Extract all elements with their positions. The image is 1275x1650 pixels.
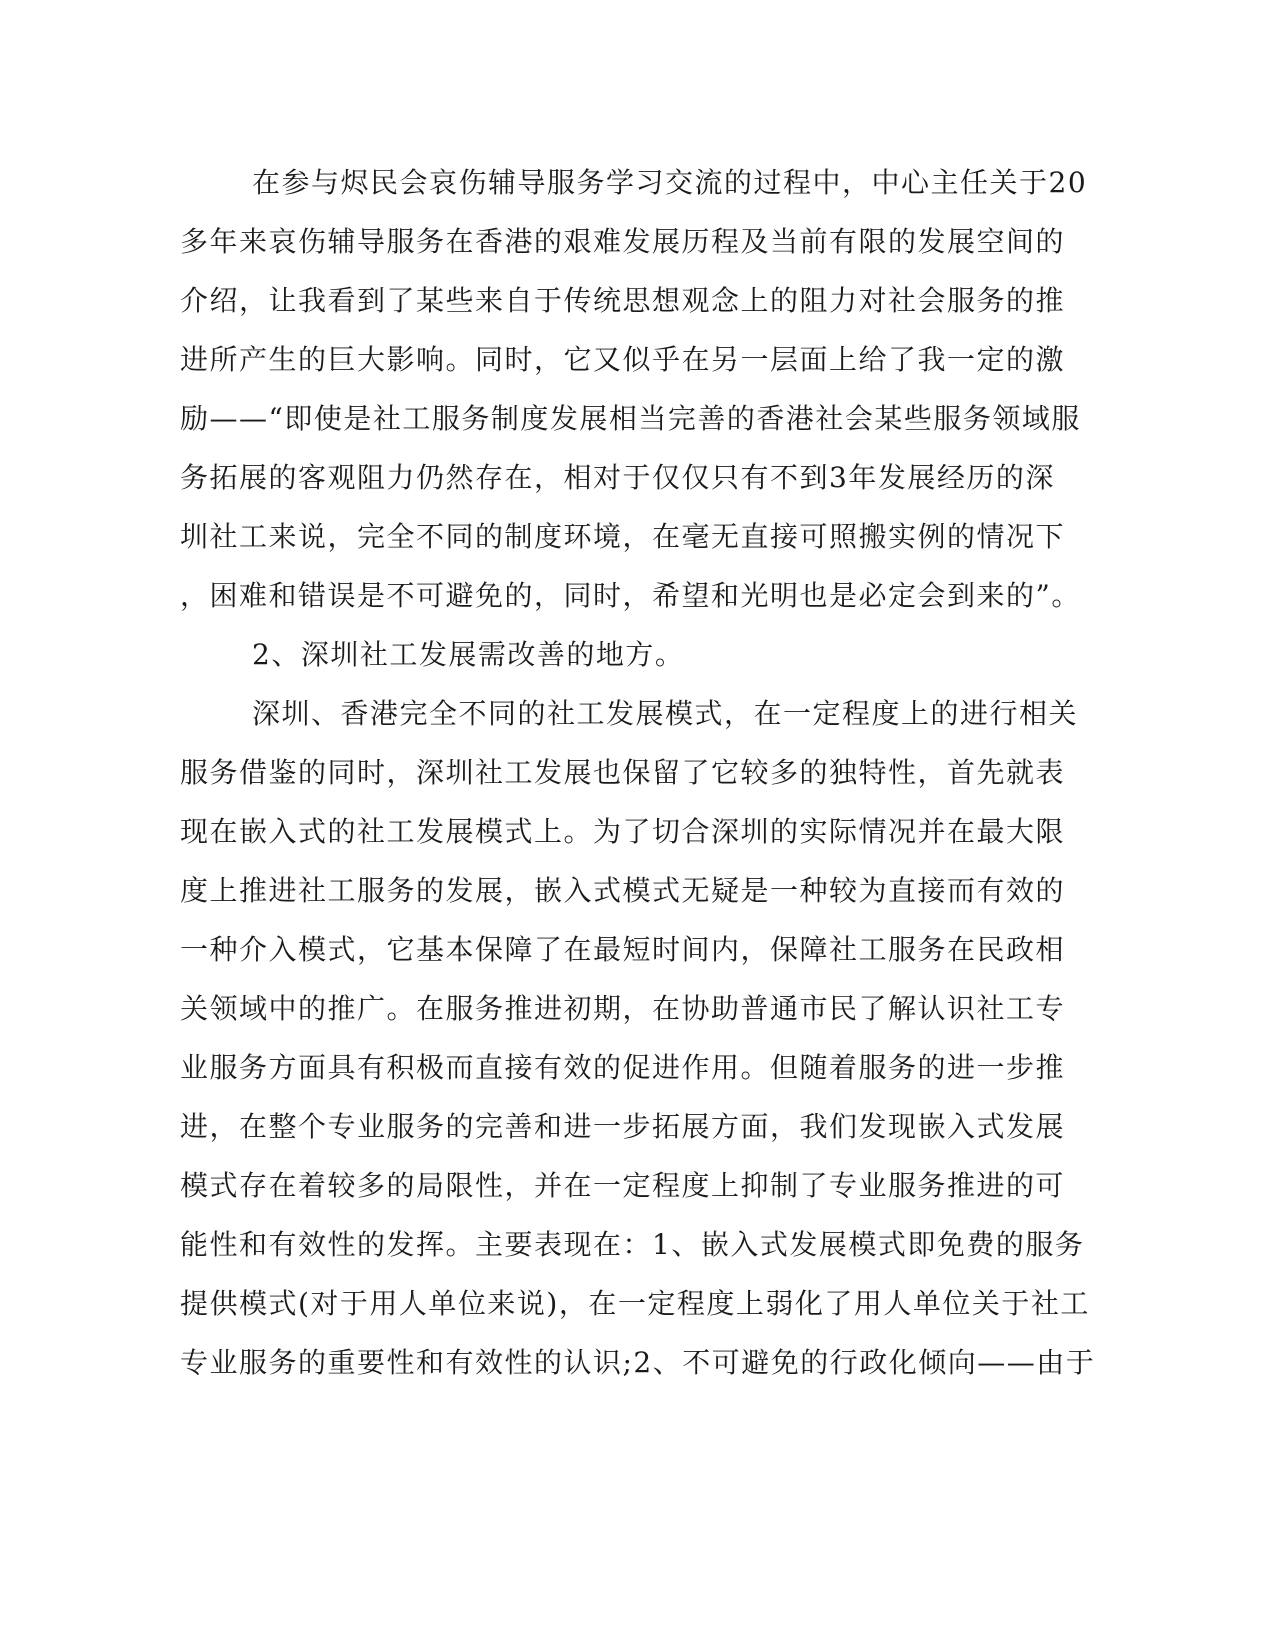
- paragraph-2-line-3: 现在嵌入式的社工发展模式上。为了切合深圳的实际情况并在最大限: [180, 815, 1066, 848]
- paragraph-1-line-1: 在参与烬民会哀伤辅导服务学习交流的过程中，中心主任关于20: [252, 166, 1088, 199]
- paragraph-1-line-3: 介绍，让我看到了某些来自于传统思想观念上的阻力对社会服务的推: [180, 284, 1066, 317]
- paragraph-1-line-8: ，困难和错误是不可避免的，同时，希望和光明也是必定会到来的”。: [180, 579, 1081, 612]
- paragraph-2-line-6: 关领域中的推广。在服务推进初期，在协助普通市民了解认识社工专: [180, 992, 1066, 1025]
- paragraph-1-line-5: 励——“即使是社工服务制度发展相当完善的香港社会某些服务领域服: [180, 402, 1081, 435]
- paragraph-2-line-4: 度上推进社工服务的发展，嵌入式模式无疑是一种较为直接而有效的: [180, 874, 1066, 907]
- paragraph-2-line-2: 服务借鉴的同时，深圳社工发展也保留了它较多的独特性，首先就表: [180, 756, 1066, 789]
- paragraph-2-line-10: 能性和有效性的发挥。主要表现在：1、嵌入式发展模式即免费的服务: [180, 1228, 1085, 1261]
- paragraph-1-line-7: 圳社工来说，完全不同的制度环境，在毫无直接可照搬实例的情况下: [180, 520, 1066, 553]
- paragraph-2-line-7: 业服务方面具有积极而直接有效的促进作用。但随着服务的进一步推: [180, 1051, 1066, 1084]
- paragraph-1-line-6: 务拓展的客观阻力仍然存在，相对于仅仅只有不到3年发展经历的深: [180, 461, 1055, 494]
- body-text: [180, 153, 1096, 1392]
- paragraph-2-line-1: 深圳、香港完全不同的社工发展模式，在一定程度上的进行相关: [252, 697, 1079, 730]
- paragraph-1-line-2: 多年来哀伤辅导服务在香港的艰难发展历程及当前有限的发展空间的: [180, 225, 1066, 258]
- section-heading: 2、深圳社工发展需改善的地方。: [252, 638, 685, 671]
- paragraph-2-line-9: 模式存在着较多的局限性，并在一定程度上抑制了专业服务推进的可: [180, 1169, 1066, 1202]
- paragraph-2-line-12: 专业服务的重要性和有效性的认识;2、不可避免的行政化倾向——由于: [180, 1346, 1096, 1379]
- paragraph-2-line-5: 一种介入模式，它基本保障了在最短时间内，保障社工服务在民政相: [180, 933, 1066, 966]
- paragraph-1-line-4: 进所产生的巨大影响。同时，它又似乎在另一层面上给了我一定的激: [180, 343, 1066, 376]
- paragraph-2-line-8: 进，在整个专业服务的完善和进一步拓展方面，我们发现嵌入式发展: [180, 1110, 1066, 1143]
- paragraph-2-line-11: 提供模式(对于用人单位来说)，在一定程度上弱化了用人单位关于社工: [180, 1287, 1090, 1320]
